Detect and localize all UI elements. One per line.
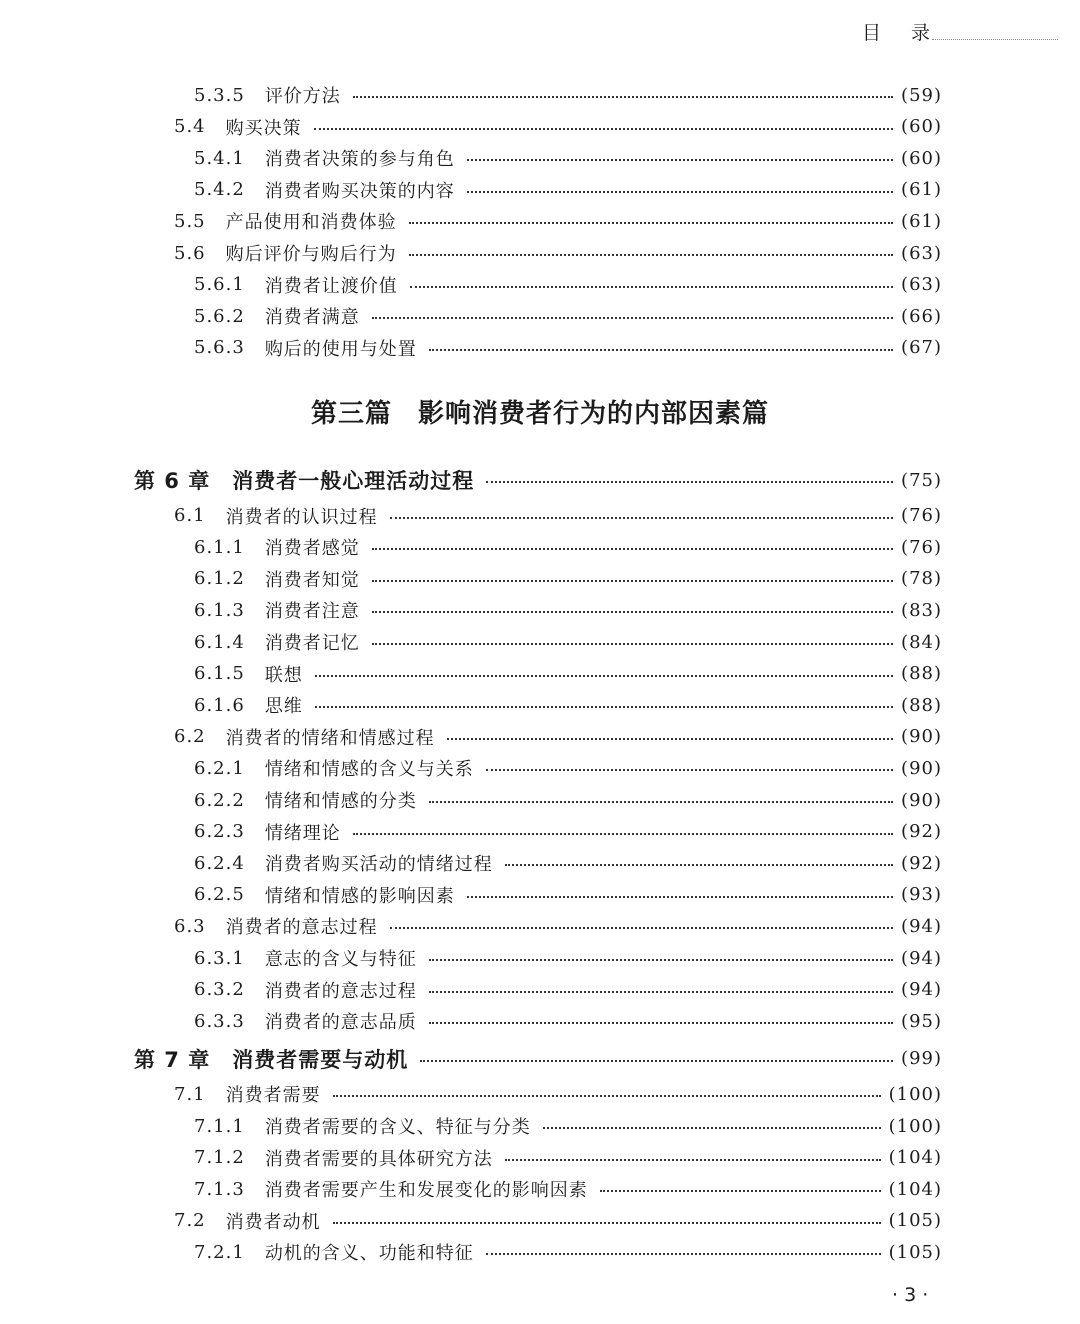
toc-entry-title: 消费者让渡价值 (264, 275, 398, 297)
toc-entry-leader (390, 517, 893, 519)
toc-entry-number: 6.2.3 (194, 821, 245, 843)
toc-entry-page: (90) (901, 757, 942, 779)
toc-entry-leader (600, 1190, 881, 1192)
toc-entry-title: 消费者知觉 (264, 569, 360, 591)
toc-entry-leader (467, 191, 893, 193)
toc-entry (194, 690, 942, 720)
toc-entry-number: 6.3.1 (194, 947, 245, 969)
toc-entry-page: (76) (901, 536, 942, 558)
toc-entry-title: 消费者一般心理活动过程 (232, 469, 475, 493)
toc-entry-page: (93) (901, 884, 942, 906)
part-title: 影响消费者行为的内部因素篇 (418, 399, 770, 429)
toc-entry-leader (505, 1159, 881, 1161)
toc-entry-number: 6.2 (174, 726, 206, 748)
toc-entry-title: 消费者感觉 (264, 538, 360, 560)
toc-entry-title: 消费者购买活动的情绪过程 (264, 854, 493, 876)
toc-entry-title: 联想 (264, 664, 303, 686)
toc-entry-title: 情绪理论 (264, 822, 341, 844)
toc-entry-number: 5.6.1 (194, 274, 245, 296)
toc-entry-leader (420, 1060, 893, 1062)
toc-entry-number: 7.1.2 (194, 1147, 245, 1169)
toc-entry-title: 消费者满意 (264, 307, 360, 329)
toc-entry (194, 564, 942, 594)
toc-entry-page: (100) (888, 1083, 942, 1105)
toc-entry-page: (61) (901, 210, 942, 232)
toc-entry-leader (486, 1253, 881, 1255)
toc-entry (194, 943, 942, 973)
toc-entry-title: 消费者需要的含义、特征与分类 (264, 1117, 531, 1138)
toc-entry-leader (505, 864, 893, 866)
toc-entry-page: (92) (901, 821, 942, 843)
toc-entry-leader (429, 1022, 893, 1024)
toc-entry-leader (372, 643, 893, 645)
toc-entry-page: (90) (901, 789, 942, 811)
toc-entry-number: 5.3.5 (194, 84, 245, 106)
running-header: 目 录 (862, 22, 943, 44)
toc-entry-number: 6.1.5 (194, 663, 245, 685)
toc-entry (194, 880, 942, 910)
toc-entry (194, 817, 942, 847)
toc-entry-leader (429, 991, 893, 993)
toc-entry-leader (467, 896, 893, 898)
toc-entry-page: (88) (901, 694, 942, 716)
toc-entry (194, 80, 942, 110)
toc-entry (194, 753, 942, 783)
toc-entry-page: (66) (901, 305, 942, 327)
toc-entry-number: 6.3.3 (194, 1010, 245, 1032)
toc-entry (194, 659, 942, 689)
toc-entry-title: 消费者的认识过程 (225, 506, 378, 528)
toc-entry (194, 1237, 942, 1267)
toc-entry-title: 购后的使用与处置 (264, 338, 417, 360)
toc-entry-leader (429, 801, 893, 803)
toc-entry-title: 消费者需要 (225, 1085, 321, 1107)
toc-entry-page: (83) (901, 599, 942, 621)
toc-entry-number: 5.4.2 (194, 179, 245, 201)
toc-entry-page: (94) (901, 979, 942, 1001)
toc-entry-leader (447, 738, 893, 740)
toc-entry (194, 1006, 942, 1036)
toc-entry-page: (78) (901, 568, 942, 590)
toc-entry-number: 6.2.5 (194, 884, 245, 906)
toc-entry-page: (100) (888, 1115, 942, 1137)
toc-entry-title: 消费者需要与动机 (232, 1047, 409, 1072)
toc-entry-leader (429, 959, 893, 961)
toc-entry-title: 情绪和情感的含义与关系 (264, 759, 474, 781)
toc-entry-page: (92) (901, 852, 942, 874)
toc-entry-leader (486, 481, 893, 483)
toc-entry (194, 975, 942, 1005)
toc-entry-title: 评价方法 (264, 86, 341, 107)
toc-entry-page: (60) (901, 116, 942, 138)
toc-entry-page: (105) (888, 1241, 942, 1263)
header-rule (932, 39, 1058, 40)
toc-entry-number: 6.1.6 (194, 694, 245, 716)
toc-entry-leader (372, 580, 893, 582)
toc-entry-number: 5.6.3 (194, 337, 245, 359)
toc-entry-page: (59) (901, 84, 942, 106)
toc-entry-page: (60) (901, 147, 942, 169)
toc-entry (174, 238, 942, 268)
toc-entry (174, 722, 942, 752)
toc-entry-title: 购买决策 (225, 117, 302, 139)
toc-entry-number: 5.4.1 (194, 147, 245, 169)
toc-entry-title: 产品使用和消费体验 (225, 212, 397, 234)
toc-entry-title: 消费者动机 (225, 1211, 321, 1233)
toc-entry-leader (372, 548, 893, 550)
part-heading (0, 393, 1080, 430)
toc-entry-page: (61) (901, 179, 942, 201)
toc-entry (194, 1174, 942, 1204)
toc-entry-leader (353, 96, 893, 98)
toc-entry (134, 1044, 942, 1074)
toc-entry-title: 消费者需要的具体研究方法 (264, 1148, 493, 1170)
toc-entry-title: 消费者决策的参与角色 (264, 149, 455, 171)
toc-entry-title: 消费者注意 (264, 601, 360, 623)
toc-entry (194, 532, 942, 562)
toc-entry-title: 情绪和情感的分类 (264, 791, 417, 812)
toc-entry-leader (486, 769, 893, 771)
toc-entry-leader (409, 254, 893, 256)
toc-entry-title: 消费者的意志品质 (264, 1012, 417, 1034)
page-number: · 3 · (892, 1284, 929, 1306)
toc-entry-number: 6.1.3 (194, 599, 245, 621)
toc-entry-leader (353, 833, 893, 835)
toc-entry-leader (429, 349, 893, 351)
toc-entry-title: 消费者的情绪和情感过程 (225, 727, 435, 749)
toc-entry-number: 6.3 (174, 915, 206, 937)
toc-entry-number: 6.2.4 (194, 852, 245, 874)
toc-entry-title: 消费者需要产生和发展变化的影响因素 (264, 1180, 588, 1202)
toc-entry-page: (76) (901, 505, 942, 527)
toc-entry-number: 6.1.1 (194, 536, 245, 558)
toc-entry (194, 1111, 942, 1141)
toc-entry-leader (390, 927, 893, 929)
toc-entry-number: 6.1.4 (194, 631, 245, 653)
toc-entry-title: 动机的含义、功能和特征 (264, 1243, 474, 1265)
toc-entry-title: 意志的含义与特征 (264, 949, 417, 970)
toc-entry (194, 301, 942, 331)
toc-entry-number: 5.4 (174, 116, 206, 138)
toc-entry (174, 501, 942, 531)
toc-entry-page: (94) (901, 947, 942, 969)
toc-entry (174, 112, 942, 142)
toc-entry-page: (104) (888, 1147, 942, 1169)
toc-entry (194, 595, 942, 625)
toc-entry-page: (104) (888, 1178, 942, 1200)
toc-entry-page: (90) (901, 726, 942, 748)
toc-entry-number: 第 7 章 (134, 1047, 211, 1072)
toc-entry-title: 购后评价与购后行为 (225, 244, 397, 265)
toc-entry (194, 627, 942, 657)
toc-entry (194, 1143, 942, 1173)
toc-entry-page: (75) (901, 469, 942, 491)
toc-entry-number: 6.2.1 (194, 757, 245, 779)
toc-entry (174, 206, 942, 236)
toc-entry-number: 6.2.2 (194, 789, 245, 811)
toc-entry-title: 消费者记忆 (264, 633, 360, 654)
toc-entry-leader (314, 128, 893, 130)
toc-entry-page: (105) (888, 1210, 942, 1232)
toc-entry (134, 465, 942, 495)
toc-entry-page: (95) (901, 1010, 942, 1032)
toc-entry-leader (467, 159, 893, 161)
toc-entry-leader (333, 1222, 881, 1224)
toc-entry-leader (372, 611, 893, 613)
toc-entry-page: (99) (901, 1048, 942, 1070)
toc-entry-leader (333, 1095, 881, 1097)
toc-entry-leader (372, 317, 893, 319)
toc-entry-title: 思维 (264, 696, 303, 718)
toc-entry-title: 消费者的意志过程 (225, 917, 378, 939)
toc-entry (194, 143, 942, 173)
toc-entry-number: 5.5 (174, 210, 206, 232)
toc-entry-page: (63) (901, 242, 942, 264)
toc-entry-page: (84) (901, 631, 942, 653)
toc-entry-number: 5.6 (174, 242, 206, 264)
toc-entry (174, 911, 942, 941)
part-label: 第三篇 (310, 399, 392, 429)
toc-entry-title: 情绪和情感的影响因素 (264, 885, 455, 907)
toc-entry-title: 消费者的意志过程 (264, 980, 417, 1002)
toc-entry-number: 第 6 章 (134, 469, 211, 493)
toc-entry-title: 消费者购买决策的内容 (264, 180, 455, 202)
toc-entry-number: 6.1.2 (194, 568, 245, 590)
toc-entry-number: 6.3.2 (194, 979, 245, 1001)
toc-entry-leader (315, 706, 893, 708)
toc-entry-page: (94) (901, 915, 942, 937)
toc-entry (194, 175, 942, 205)
toc-entry (194, 333, 942, 363)
toc-entry-number: 7.2.1 (194, 1241, 245, 1263)
toc-entry-number: 5.6.2 (194, 305, 245, 327)
toc-entry-page: (88) (901, 663, 942, 685)
toc-entry-number: 7.1 (174, 1083, 206, 1105)
toc-entry-leader (409, 222, 893, 224)
toc-entry-page: (63) (901, 274, 942, 296)
toc-entry-leader (410, 286, 893, 288)
toc-entry (194, 785, 942, 815)
toc-entry-leader (315, 675, 893, 677)
toc-entry (174, 1079, 942, 1109)
toc-entry-number: 7.2 (174, 1210, 206, 1232)
toc-entry-leader (543, 1127, 881, 1129)
toc-entry-number: 7.1.1 (194, 1115, 245, 1137)
toc-entry-number: 6.1 (174, 505, 206, 527)
toc-entry (194, 848, 942, 878)
toc-entry (174, 1206, 942, 1236)
toc-entry (194, 270, 942, 300)
toc-entry-page: (67) (901, 337, 942, 359)
toc-entry-number: 7.1.3 (194, 1178, 245, 1200)
